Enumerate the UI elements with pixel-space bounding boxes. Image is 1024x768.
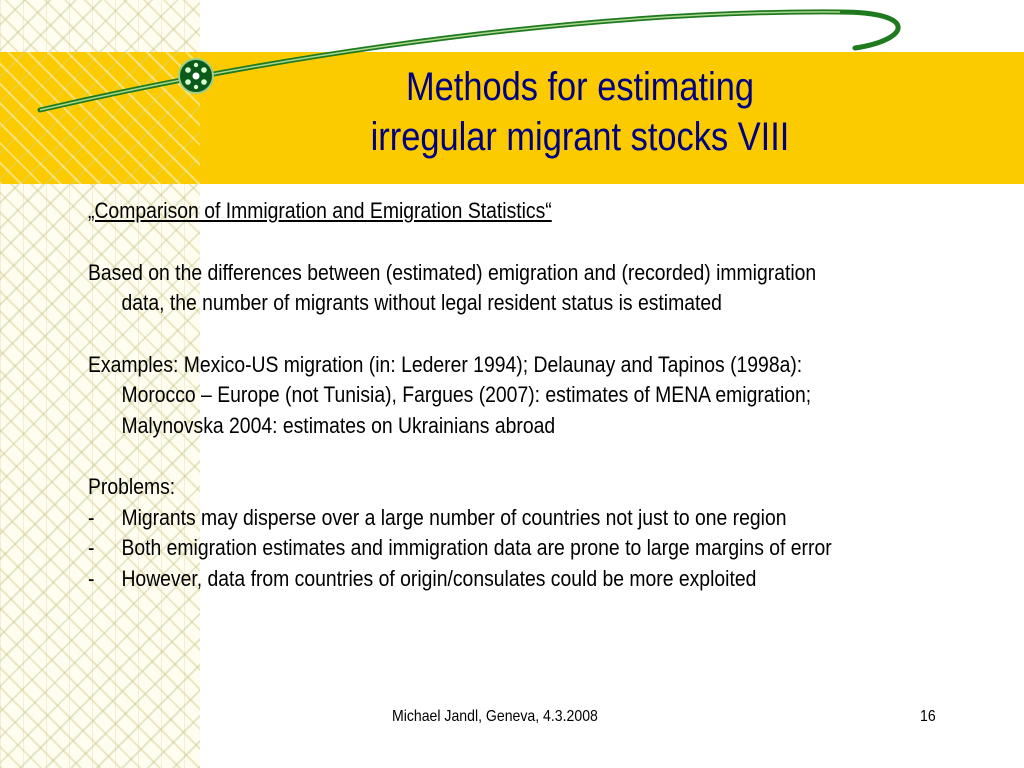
problem-item (88, 564, 845, 595)
title-line-1: Methods for estimating (405, 65, 754, 109)
problem-item (88, 503, 845, 534)
paragraph-method: Based on the differences between (estimated) emigration and (recorded) immigration data, the number of migrants without legal resident status is estimated (88, 259, 817, 315)
slide-title (279, 62, 881, 162)
page-number: 16 (920, 708, 936, 725)
problem-text: Both emigration estimates and immigration data are prone to large margins of error (121, 535, 832, 560)
problem-item (88, 533, 845, 564)
globe-icon (179, 59, 213, 93)
problem-text: Migrants may disperse over a large number of countries not just to one region (121, 504, 787, 530)
problem-text: However, data from countries of origin/consulates could be more exploited (121, 565, 757, 591)
section-heading: „Comparison of Immigration and Emigration Statistics“ (88, 198, 552, 223)
title-line-2: irregular migrant stocks VIII (370, 115, 790, 159)
slide-body (88, 196, 845, 594)
footer-author-date: Michael Jandl, Geneva, 4.3.2008 (392, 708, 598, 725)
bullet-dash: - (88, 565, 95, 591)
problems-label: Problems: (88, 474, 176, 499)
paragraph-examples: Examples: Mexico-US migration (in: Lederer 1994); Delaunay and Tapinos (1998a): Morocco – Europe (not Tunisia), Fargues (2007): estimates of MENA emigration; Malynovska 2004: estimates on Ukrainians abroad (88, 351, 812, 438)
bullet-dash: - (88, 535, 95, 560)
bullet-dash: - (88, 504, 95, 530)
